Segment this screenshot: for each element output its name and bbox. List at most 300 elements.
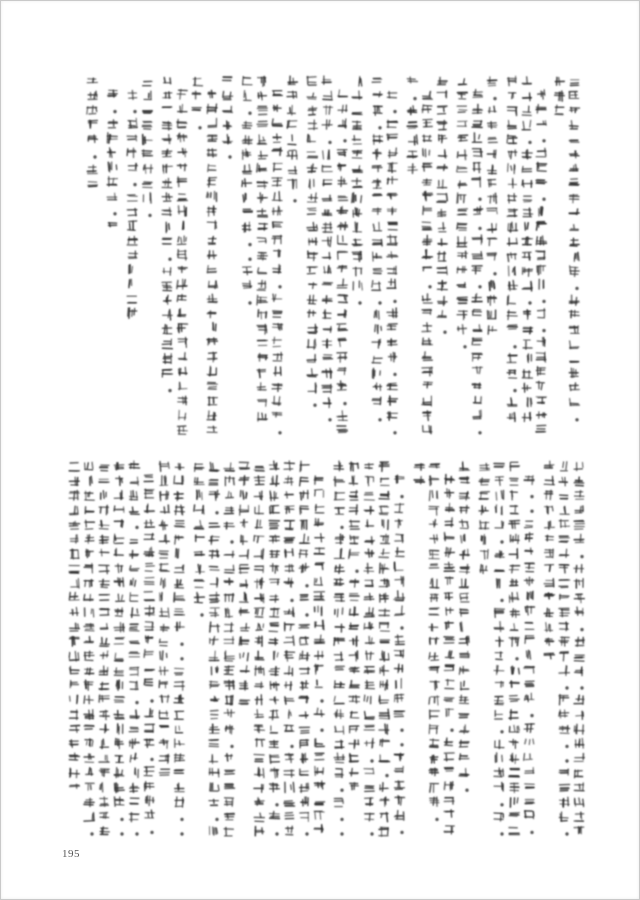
glyph-stroke bbox=[307, 77, 316, 78]
glyph-stroke bbox=[328, 418, 331, 421]
glyph bbox=[429, 768, 438, 775]
glyph bbox=[364, 623, 373, 630]
glyph-stroke bbox=[444, 165, 445, 171]
glyph-stroke bbox=[308, 783, 309, 789]
glyph-stroke bbox=[478, 227, 481, 230]
glyph bbox=[508, 179, 516, 188]
glyph bbox=[459, 740, 469, 747]
glyph bbox=[429, 464, 439, 468]
glyph bbox=[334, 681, 344, 689]
glyph bbox=[143, 182, 152, 188]
glyph-stroke bbox=[293, 199, 296, 202]
glyph bbox=[248, 301, 251, 304]
glyph bbox=[570, 80, 579, 86]
glyph-stroke bbox=[481, 565, 482, 573]
glyph bbox=[379, 579, 389, 587]
glyph-stroke bbox=[378, 340, 379, 348]
glyph-stroke bbox=[493, 97, 496, 100]
glyph bbox=[307, 164, 316, 173]
glyph-stroke bbox=[508, 128, 516, 129]
glyph bbox=[525, 548, 533, 554]
glyph bbox=[429, 608, 439, 615]
glyph bbox=[307, 355, 316, 363]
glyph bbox=[472, 252, 482, 259]
text-column bbox=[569, 80, 579, 422]
glyph bbox=[353, 208, 361, 217]
glyph bbox=[366, 637, 375, 645]
glyph-stroke bbox=[168, 258, 171, 261]
glyph-stroke bbox=[472, 338, 473, 345]
glyph bbox=[127, 296, 136, 303]
glyph-stroke bbox=[427, 323, 428, 332]
glyph-stroke bbox=[530, 93, 531, 100]
glyph-stroke bbox=[501, 491, 502, 498]
glyph-stroke bbox=[291, 826, 292, 832]
glyph bbox=[536, 381, 544, 389]
glyph bbox=[537, 337, 545, 346]
glyph-stroke bbox=[458, 167, 466, 168]
glyph bbox=[508, 194, 516, 203]
glyph bbox=[143, 81, 153, 85]
glyph-stroke bbox=[163, 166, 172, 167]
glyph bbox=[322, 195, 331, 201]
glyph bbox=[365, 463, 373, 469]
glyph-stroke bbox=[340, 818, 343, 821]
glyph-stroke bbox=[581, 812, 582, 819]
glyph bbox=[457, 150, 466, 159]
glyph-stroke bbox=[393, 110, 396, 113]
glyph bbox=[524, 577, 534, 585]
glyph bbox=[559, 622, 568, 631]
glyph-stroke bbox=[303, 491, 304, 498]
glyph-stroke bbox=[263, 254, 264, 260]
glyph bbox=[207, 383, 217, 390]
glyph bbox=[350, 726, 359, 733]
glyph bbox=[560, 495, 568, 499]
glyph bbox=[473, 325, 482, 332]
glyph bbox=[315, 767, 323, 776]
glyph bbox=[422, 294, 432, 303]
glyph bbox=[509, 813, 519, 816]
glyph bbox=[488, 122, 497, 129]
glyph bbox=[87, 78, 97, 82]
glyph bbox=[284, 578, 293, 587]
glyph-stroke bbox=[313, 295, 314, 303]
glyph-stroke bbox=[338, 244, 347, 245]
glyph-stroke bbox=[458, 209, 467, 210]
glyph bbox=[435, 818, 438, 821]
glyph-stroke bbox=[358, 301, 361, 304]
glyph bbox=[389, 353, 397, 362]
glyph-stroke bbox=[457, 267, 458, 273]
glyph bbox=[429, 725, 438, 734]
glyph-stroke bbox=[513, 345, 516, 348]
glyph bbox=[509, 266, 516, 276]
glyph-stroke bbox=[240, 505, 241, 515]
glyph bbox=[337, 411, 347, 421]
glyph-stroke bbox=[342, 105, 343, 112]
glyph bbox=[128, 251, 137, 258]
glyph-stroke bbox=[257, 697, 258, 704]
glyph-stroke bbox=[321, 577, 322, 584]
glyph-stroke bbox=[479, 135, 480, 139]
glyph bbox=[335, 608, 343, 617]
glyph bbox=[580, 628, 583, 631]
glyph-stroke bbox=[263, 769, 264, 778]
glyph bbox=[316, 680, 323, 687]
glyph-stroke bbox=[400, 626, 403, 629]
glyph bbox=[257, 164, 267, 172]
glyph-stroke bbox=[499, 477, 500, 485]
glyph bbox=[395, 577, 404, 587]
glyph-stroke bbox=[287, 122, 288, 129]
glyph bbox=[444, 637, 454, 643]
glyph bbox=[559, 608, 569, 616]
glyph-stroke bbox=[380, 397, 381, 404]
glyph-stroke bbox=[395, 237, 396, 245]
glyph bbox=[422, 367, 432, 376]
glyph-stroke bbox=[549, 624, 550, 629]
glyph-stroke bbox=[168, 389, 171, 392]
glyph bbox=[522, 237, 532, 245]
glyph bbox=[243, 281, 252, 288]
upper-text-tier bbox=[87, 76, 580, 434]
glyph-stroke bbox=[489, 282, 490, 290]
glyph bbox=[273, 91, 283, 96]
text-column bbox=[544, 461, 554, 659]
glyph bbox=[288, 135, 296, 145]
glyph-stroke bbox=[339, 295, 347, 296]
glyph bbox=[388, 396, 398, 405]
glyph-stroke bbox=[552, 506, 553, 511]
glyph bbox=[457, 297, 467, 303]
glyph bbox=[308, 193, 318, 202]
glyph-stroke bbox=[359, 210, 360, 217]
glyph bbox=[509, 593, 518, 603]
glyph bbox=[322, 237, 331, 247]
glyph-stroke bbox=[370, 798, 371, 806]
glyph bbox=[528, 141, 531, 144]
glyph-stroke bbox=[177, 281, 178, 289]
text-column bbox=[444, 475, 454, 835]
glyph bbox=[460, 622, 462, 631]
glyph-stroke bbox=[309, 197, 318, 198]
glyph bbox=[162, 208, 171, 216]
glyph-stroke bbox=[513, 389, 516, 392]
glyph bbox=[430, 578, 439, 588]
glyph-stroke bbox=[430, 785, 431, 792]
glyph bbox=[365, 580, 373, 586]
glyph bbox=[162, 135, 171, 144]
text-column bbox=[387, 91, 398, 434]
glyph-stroke bbox=[330, 237, 331, 247]
glyph-stroke bbox=[336, 581, 337, 585]
glyph-stroke bbox=[429, 653, 430, 659]
glyph bbox=[457, 121, 467, 126]
glyph bbox=[537, 162, 547, 171]
glyph bbox=[394, 711, 404, 716]
glyph-stroke bbox=[427, 383, 428, 388]
glyph bbox=[178, 164, 187, 171]
glyph bbox=[274, 250, 281, 257]
glyph-stroke bbox=[512, 222, 513, 228]
glyph-stroke bbox=[461, 731, 469, 732]
glyph-stroke bbox=[529, 564, 530, 569]
glyph bbox=[255, 520, 262, 528]
glyph bbox=[300, 727, 310, 733]
glyph-stroke bbox=[150, 193, 151, 203]
glyph bbox=[409, 135, 418, 145]
glyph bbox=[422, 338, 432, 345]
glyph bbox=[307, 369, 317, 377]
glyph-stroke bbox=[359, 253, 360, 261]
glyph bbox=[574, 463, 583, 471]
glyph-stroke bbox=[356, 696, 357, 703]
glyph bbox=[272, 148, 282, 156]
glyph bbox=[378, 418, 381, 421]
glyph bbox=[269, 638, 278, 645]
glyph bbox=[193, 78, 202, 86]
glyph bbox=[315, 739, 324, 747]
glyph-stroke bbox=[323, 768, 324, 774]
glyph-stroke bbox=[368, 549, 369, 557]
glyph bbox=[429, 564, 438, 568]
glyph bbox=[127, 209, 136, 216]
glyph bbox=[178, 382, 187, 390]
glyph bbox=[429, 550, 439, 558]
glyph bbox=[545, 521, 555, 529]
glyph bbox=[315, 505, 324, 513]
glyph bbox=[536, 149, 546, 157]
glyph-stroke bbox=[266, 400, 267, 407]
glyph bbox=[284, 608, 294, 617]
glyph-stroke bbox=[328, 267, 329, 273]
glyph-stroke bbox=[89, 114, 96, 115]
glyph bbox=[487, 253, 496, 260]
glyph bbox=[287, 91, 297, 98]
glyph bbox=[380, 739, 390, 746]
glyph bbox=[365, 712, 375, 720]
glyph-stroke bbox=[340, 526, 343, 529]
glyph-stroke bbox=[533, 812, 534, 816]
glyph-stroke bbox=[320, 812, 321, 820]
glyph bbox=[128, 221, 137, 230]
glyph-stroke bbox=[271, 669, 280, 670]
glyph-stroke bbox=[249, 165, 250, 171]
glyph-stroke bbox=[460, 572, 470, 573]
glyph-stroke bbox=[321, 781, 322, 787]
glyph bbox=[127, 195, 137, 201]
glyph bbox=[379, 827, 388, 836]
glyph-stroke bbox=[287, 651, 288, 661]
glyph bbox=[544, 490, 552, 499]
glyph bbox=[178, 396, 187, 405]
glyph-stroke bbox=[291, 726, 292, 731]
glyph-stroke bbox=[439, 268, 446, 269]
glyph bbox=[323, 180, 332, 186]
glyph bbox=[107, 133, 117, 143]
glyph-stroke bbox=[422, 222, 430, 223]
glyph-stroke bbox=[426, 250, 427, 259]
glyph-stroke bbox=[543, 121, 544, 124]
glyph-stroke bbox=[579, 784, 580, 788]
glyph bbox=[523, 340, 532, 349]
glyph-stroke bbox=[438, 228, 445, 229]
glyph bbox=[459, 636, 469, 645]
glyph bbox=[574, 594, 584, 603]
glyph-stroke bbox=[365, 464, 373, 465]
glyph bbox=[560, 797, 570, 807]
glyph-stroke bbox=[524, 370, 525, 378]
glyph-stroke bbox=[228, 155, 231, 158]
glyph bbox=[183, 221, 184, 229]
glyph bbox=[334, 638, 344, 646]
glyph-stroke bbox=[401, 577, 402, 585]
glyph bbox=[423, 426, 432, 434]
glyph-stroke bbox=[273, 311, 282, 312]
glyph-stroke bbox=[130, 121, 131, 128]
glyph-stroke bbox=[579, 580, 580, 585]
glyph bbox=[560, 652, 568, 661]
glyph bbox=[254, 536, 264, 543]
glyph bbox=[269, 667, 279, 676]
glyph bbox=[270, 697, 278, 704]
glyph bbox=[350, 712, 358, 718]
glyph bbox=[315, 563, 324, 570]
glyph bbox=[387, 266, 396, 274]
glyph bbox=[522, 106, 531, 115]
glyph-stroke bbox=[484, 551, 485, 559]
glyph-stroke bbox=[243, 491, 244, 500]
glyph bbox=[457, 223, 467, 230]
glyph-stroke bbox=[500, 540, 503, 543]
glyph bbox=[527, 650, 531, 659]
glyph-stroke bbox=[559, 78, 560, 85]
glyph-stroke bbox=[353, 696, 354, 701]
text-column bbox=[407, 77, 417, 173]
glyph bbox=[559, 520, 569, 528]
glyph bbox=[488, 310, 496, 319]
glyph bbox=[544, 579, 554, 587]
glyph-stroke bbox=[184, 280, 185, 286]
glyph-stroke bbox=[582, 739, 583, 748]
glyph bbox=[162, 282, 171, 291]
glyph bbox=[88, 135, 97, 142]
glyph bbox=[239, 505, 248, 515]
glyph bbox=[350, 636, 359, 646]
glyph bbox=[539, 207, 543, 216]
glyph bbox=[510, 725, 520, 732]
glyph-stroke bbox=[500, 639, 501, 646]
glyph bbox=[560, 785, 570, 792]
glyph-stroke bbox=[525, 739, 526, 743]
glyph bbox=[393, 431, 396, 434]
glyph bbox=[248, 243, 251, 246]
glyph bbox=[460, 549, 469, 559]
glyph-stroke bbox=[478, 431, 481, 434]
glyph bbox=[372, 78, 381, 82]
glyph-stroke bbox=[423, 206, 424, 214]
glyph bbox=[507, 413, 515, 422]
glyph bbox=[257, 209, 267, 217]
glyph bbox=[129, 265, 132, 274]
glyph-stroke bbox=[464, 195, 465, 202]
text-column bbox=[494, 464, 504, 836]
glyph bbox=[255, 608, 265, 617]
glyph bbox=[574, 783, 584, 791]
glyph bbox=[444, 753, 454, 761]
glyph bbox=[373, 92, 382, 97]
glyph bbox=[422, 163, 432, 171]
glyph-stroke bbox=[459, 140, 467, 141]
glyph bbox=[334, 710, 343, 719]
glyph-stroke bbox=[474, 209, 483, 210]
glyph bbox=[299, 696, 308, 703]
glyph bbox=[255, 695, 262, 705]
glyph-stroke bbox=[320, 729, 323, 732]
glyph bbox=[488, 238, 497, 245]
glyph bbox=[255, 505, 264, 514]
glyph bbox=[507, 310, 517, 320]
glyph bbox=[437, 165, 447, 171]
glyph bbox=[524, 310, 531, 319]
glyph bbox=[457, 193, 466, 203]
glyph-stroke bbox=[240, 584, 247, 585]
glyph bbox=[574, 579, 583, 589]
glyph bbox=[457, 166, 467, 172]
glyph bbox=[338, 196, 347, 200]
glyph bbox=[335, 666, 344, 670]
glyph bbox=[207, 311, 215, 318]
glyph-stroke bbox=[467, 565, 468, 574]
glyph bbox=[570, 225, 579, 231]
glyph bbox=[352, 91, 362, 99]
glyph bbox=[378, 126, 381, 129]
glyph bbox=[208, 397, 217, 405]
glyph-stroke bbox=[423, 150, 424, 157]
glyph-stroke bbox=[300, 464, 301, 472]
glyph-stroke bbox=[288, 827, 289, 832]
glyph-stroke bbox=[547, 608, 548, 616]
glyph bbox=[522, 166, 531, 172]
glyph-stroke bbox=[136, 118, 137, 127]
glyph-stroke bbox=[381, 507, 382, 513]
glyph-stroke bbox=[337, 753, 338, 760]
glyph bbox=[373, 149, 381, 159]
glyph-stroke bbox=[209, 281, 210, 287]
glyph-stroke bbox=[575, 287, 578, 290]
glyph bbox=[525, 521, 533, 528]
glyph bbox=[569, 194, 579, 202]
glyph-stroke bbox=[495, 254, 496, 260]
glyph bbox=[555, 105, 564, 114]
glyph bbox=[394, 591, 404, 601]
text-column bbox=[352, 77, 363, 305]
glyph bbox=[500, 540, 503, 543]
glyph bbox=[272, 192, 282, 201]
glyph-stroke bbox=[368, 478, 369, 483]
glyph-stroke bbox=[313, 93, 314, 97]
glyph bbox=[208, 236, 216, 244]
glyph-stroke bbox=[410, 77, 411, 83]
glyph-stroke bbox=[496, 492, 497, 500]
glyph-stroke bbox=[525, 636, 526, 643]
glyph-stroke bbox=[365, 468, 372, 469]
glyph bbox=[461, 681, 469, 690]
glyph-stroke bbox=[254, 536, 255, 542]
glyph-stroke bbox=[580, 507, 581, 513]
glyph-stroke bbox=[107, 136, 117, 137]
